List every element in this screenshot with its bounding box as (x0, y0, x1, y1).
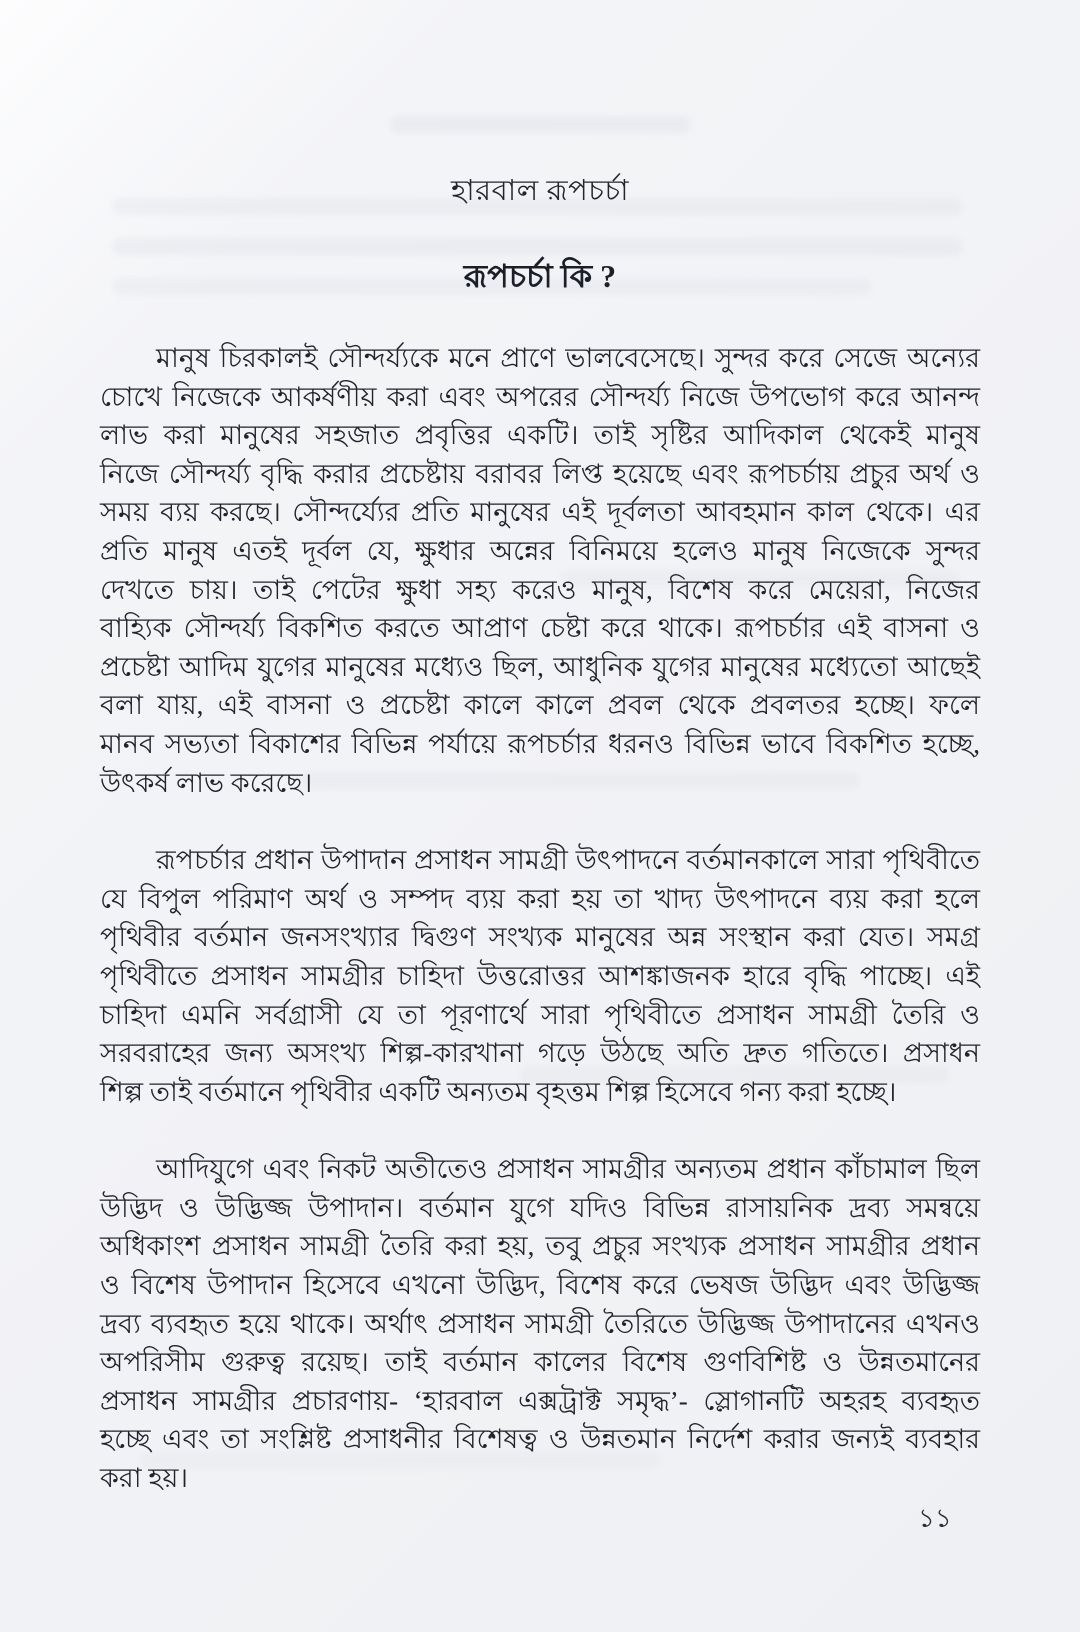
paragraph (100, 1150, 980, 1497)
text-line: উদ্ভিদ ও উদ্ভিজ্জ উপাদান। বর্তমান যুগে যদিও বিভিন্ন রাসায়নিক দ্রব্য সমন্বয়ে (100, 1192, 980, 1223)
text-line: প্রতি মানুষ এতই দূর্বল যে, ক্ষুধার অন্নের বিনিময়ে হলেও মানুষ নিজেকে সুন্দর (100, 535, 980, 566)
text-line: যে বিপুল পরিমাণ অর্থ ও সম্পদ ব্যয় করা হয় তা খাদ্য উৎপাদনে ব্যয় করা হলে (100, 883, 980, 914)
text-line: মানুষ চিরকালই সৌন্দর্য্যকে মনে প্রাণে ভালবেসেছে। সুন্দর করে সেজে অন্যের (156, 343, 980, 373)
text-line: হচ্ছে এবং তা সংশ্লিষ্ট প্রসাধনীর বিশেষত্ব ও উন্নতমান নির্দেশ করার জন্যই ব্যবহার (100, 1424, 980, 1455)
text-line: পৃথিবীর বর্তমান জনসংখ্যার দ্বিগুণ সংখ্যক মানুষের অন্ন সংস্থান করা যেত। সমগ্র (100, 922, 980, 953)
book-title: হারবাল রূপচর্চা (450, 175, 630, 207)
text-line: লাভ করা মানুষের সহজাত প্রবৃত্তির একটি। তাই সৃষ্টির আদিকাল থেকেই মানুষ (100, 420, 980, 451)
text-line: অপরিসীম গুরুত্ব রয়েছ। তাই বর্তমান কালের বিশেষ গুণবিশিষ্ট ও উন্নতমানের (100, 1347, 980, 1378)
text-line: প্রসাধন সামগ্রীর প্রচারণায়- ‘হারবাল এক্সট্রাক্ট সমৃদ্ধ’- স্লোগানটি অহরহ ব্যবহৃত (100, 1385, 980, 1416)
text-line: শিল্প তাই বর্তমানে পৃথিবীর একটি অন্যতম বৃহত্তম শিল্প হিসেবে গন্য করা হচ্ছে। (100, 1076, 897, 1107)
text-line: নিজে সৌন্দর্য্য বৃদ্ধি করার প্রচেষ্টায় বরাবর লিপ্ত হয়েছে এবং রূপচর্চায় প্রচুর অর্থ ও (100, 458, 980, 489)
text-line: অধিকাংশ প্রসাধন সামগ্রী তৈরি করা হয়, তবু প্রচুর সংখ্যক প্রসাধন সামগ্রীর প্রধান (100, 1231, 980, 1262)
section-heading: রূপচর্চা কি ? (463, 258, 617, 294)
text-line: দেখতে চায়। তাই পেটের ক্ষুধা সহ্য করেও মানুষ, বিশেষ করে মেয়েরা, নিজের (100, 574, 980, 605)
text-line: বাহ্যিক সৌন্দর্য্য বিকশিত করতে আপ্রাণ চেষ্টা করে থাকে। রূপচর্চার এই বাসনা ও (100, 613, 980, 644)
text-line: রূপচর্চার প্রধান উপাদান প্রসাধন সামগ্রী উৎপাদনে বর্তমানকালে সারা পৃথিবীতে (156, 845, 980, 876)
text-line: মানব সভ্যতা বিকাশের বিভিন্ন পর্যায়ে রূপচর্চার ধরনও বিভিন্ন ভাবে বিকশিত হচ্ছে, (100, 728, 980, 759)
paragraph (100, 339, 980, 802)
text-line: পৃথিবীতে প্রসাধন সামগ্রীর চাহিদা উত্তরোত্তর আশঙ্কাজনক হারে বৃদ্ধি পাচ্ছে। এই (100, 960, 980, 991)
text-line: সরবরাহের জন্য অসংখ্য শিল্প-কারখানা গড়ে উঠছে অতি দ্রুত গতিতে। প্রসাধন (100, 1038, 980, 1069)
text-line: ও বিশেষ উপাদান হিসেবে এখনো উদ্ভিদ, বিশেষ করে ভেষজ উদ্ভিদ এবং উদ্ভিজ্জ (100, 1270, 980, 1301)
text-line: উৎকর্ষ লাভ করেছে। (100, 767, 313, 798)
text-line: সময় ব্যয় করছে। সৌন্দর্য্যের প্রতি মানুষের এই দূর্বলতা আবহমান কাল থেকে। এর (100, 497, 980, 528)
text-line: দ্রব্য ব্যবহৃত হয়ে থাকে। অর্থাৎ প্রসাধন সামগ্রী তৈরিতে উদ্ভিজ্জ উপাদানের এখনও (100, 1308, 980, 1339)
bleed-through-mark (390, 116, 690, 133)
page-number: ১১ (918, 1504, 952, 1533)
body-text (100, 339, 980, 1498)
text-line: প্রচেষ্টা আদিম যুগের মানুষের মধ্যেও ছিল, আধুনিক যুগের মানুষের মধ্যেতো আছেই (100, 651, 980, 682)
text-line: চাহিদা এমনি সর্বগ্রাসী যে তা পূরণার্থে সারা পৃথিবীতে প্রসাধন সামগ্রী তৈরি ও (100, 999, 980, 1030)
text-column (100, 168, 980, 1498)
paragraph (100, 841, 980, 1111)
text-line: আদিযুগে এবং নিকট অতীতেও প্রসাধন সামগ্রীর অন্যতম প্রধান কাঁচামাল ছিল (156, 1154, 980, 1185)
text-line: চোখে নিজেকে আকর্ষণীয় করা এবং অপরের সৌন্দর্য্য নিজে উপভোগ করে আনন্দ (100, 381, 980, 412)
text-line: করা হয়। (100, 1463, 189, 1494)
text-line: বলা যায়, এই বাসনা ও প্রচেষ্টা কালে কালে প্রবল থেকে প্রবলতর হচ্ছে। ফলে (100, 690, 980, 721)
